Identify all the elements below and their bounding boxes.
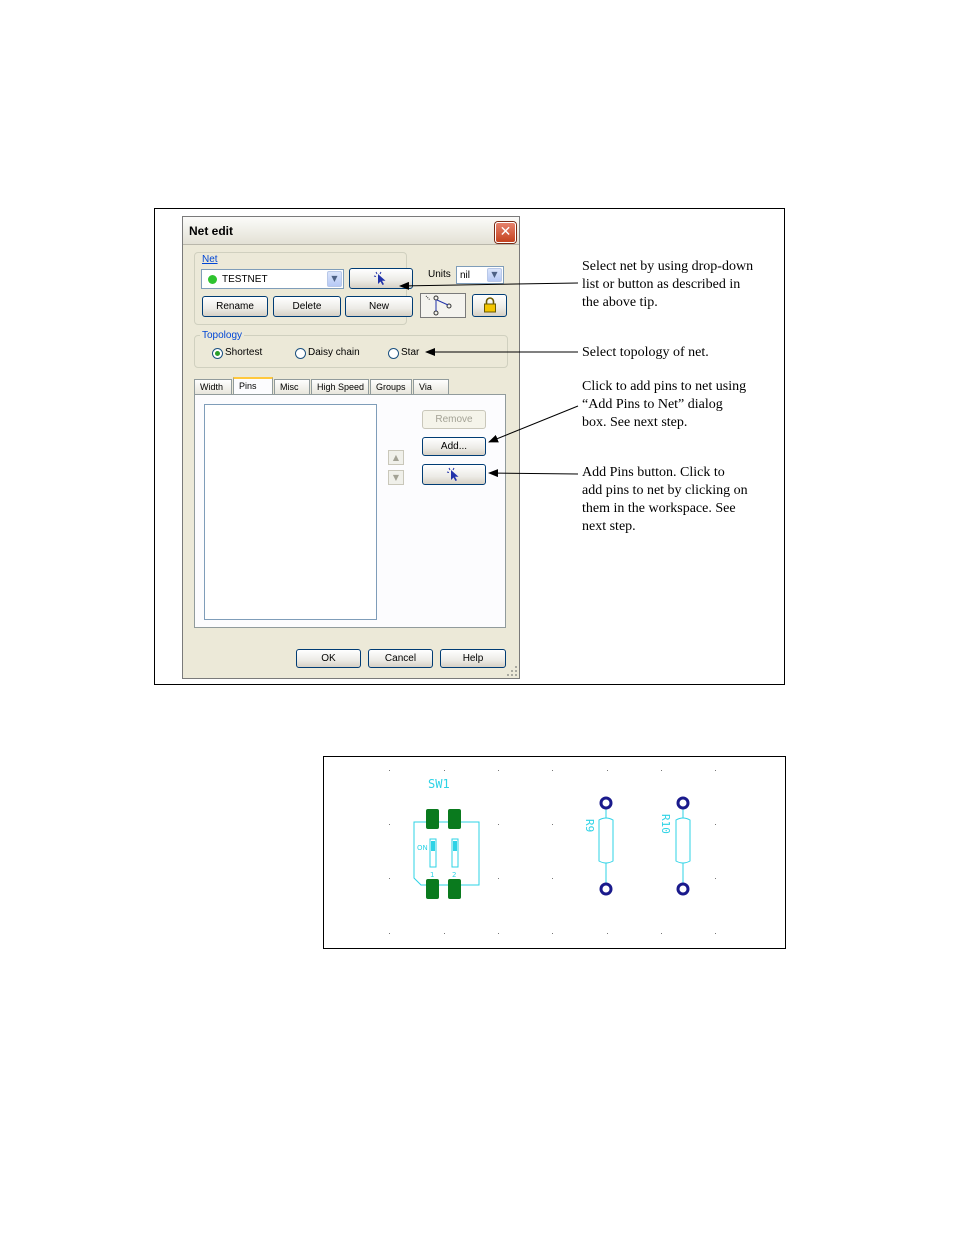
pcb-workspace [324, 757, 785, 948]
r10-label: R10 [659, 814, 672, 834]
r9-label: R9 [583, 819, 596, 833]
arrow-down-icon: ▼ [392, 473, 400, 482]
pad[interactable] [426, 879, 439, 899]
workspace-frame [323, 756, 786, 949]
radio-star-label[interactable]: Star [401, 347, 420, 358]
annotation-line: next step. [582, 519, 636, 534]
dialog-title: Net edit [189, 224, 234, 238]
annotation-line: Select topology of net. [582, 345, 709, 360]
add-button[interactable]: Add... [422, 437, 486, 456]
switch-pin-1-label: 1 [430, 871, 435, 879]
delete-button[interactable]: Delete [273, 296, 341, 317]
tab-groups[interactable]: Groups [370, 379, 412, 394]
arrow-add-dialog [489, 406, 578, 442]
pad[interactable] [601, 798, 611, 808]
radio-daisy-chain-label[interactable]: Daisy chain [308, 347, 360, 358]
pad[interactable] [448, 879, 461, 899]
annotation-line: them in the workspace. See [582, 501, 736, 516]
arrow-add-pins-button [489, 473, 578, 474]
pad[interactable] [448, 809, 461, 829]
tab-via[interactable]: Via [413, 379, 449, 394]
annotation-select-net [582, 258, 753, 312]
resistor-r9[interactable] [583, 798, 613, 894]
switch-pin-2-label: 2 [452, 871, 457, 879]
radio-shortest-label[interactable]: Shortest [225, 347, 263, 358]
tab-width[interactable]: Width [194, 379, 232, 394]
annotation-line: box. See next step. [582, 415, 688, 430]
units-label: Units [428, 269, 451, 280]
topology-group-label: Topology [202, 330, 243, 341]
net-group-label: Net [202, 254, 218, 265]
annotation-add-pins-button [582, 464, 748, 536]
arrow-up-icon: ▲ [392, 453, 400, 462]
pad[interactable] [678, 798, 688, 808]
annotation-line: add pins to net by clicking on [582, 483, 748, 498]
annotation-add-pins-dialog [582, 378, 746, 432]
annotation-line: “Add Pins to Net” dialog [582, 397, 723, 412]
arrow-select-net [400, 283, 578, 286]
annotation-line: list or button as described in [582, 277, 741, 292]
pad[interactable] [601, 884, 611, 894]
annotation-line: Select net by using drop-down [582, 259, 754, 274]
close-icon: ✕ [499, 224, 512, 240]
switch-on-label: ON [417, 844, 428, 852]
tab-high-speed[interactable]: High Speed [311, 379, 369, 394]
pad[interactable] [678, 884, 688, 894]
ok-button[interactable]: OK [296, 649, 361, 668]
annotation-select-topology [582, 344, 709, 362]
chevron-down-icon[interactable]: ▼ [327, 271, 342, 287]
help-button[interactable]: Help [440, 649, 506, 668]
rename-button[interactable]: Rename [202, 296, 268, 317]
switch-sw1[interactable] [414, 777, 479, 899]
tab-misc[interactable]: Misc [274, 379, 310, 394]
remove-button[interactable]: Remove [422, 410, 486, 429]
net-select-value: TESTNET [222, 274, 268, 285]
resistor-r10[interactable] [659, 798, 690, 894]
annotation-line: Click to add pins to net using [582, 379, 747, 394]
annotation-line: Add Pins button. Click to [582, 465, 725, 480]
annotation-line: the above tip. [582, 295, 658, 310]
sw1-label: SW1 [428, 777, 450, 791]
grid-dots [389, 770, 716, 934]
chevron-down-icon[interactable]: ▼ [487, 268, 502, 282]
units-select-value: nil [460, 270, 471, 281]
new-button[interactable]: New [345, 296, 413, 317]
cancel-button[interactable]: Cancel [368, 649, 433, 668]
tab-pins[interactable]: Pins [233, 377, 273, 394]
pad[interactable] [426, 809, 439, 829]
